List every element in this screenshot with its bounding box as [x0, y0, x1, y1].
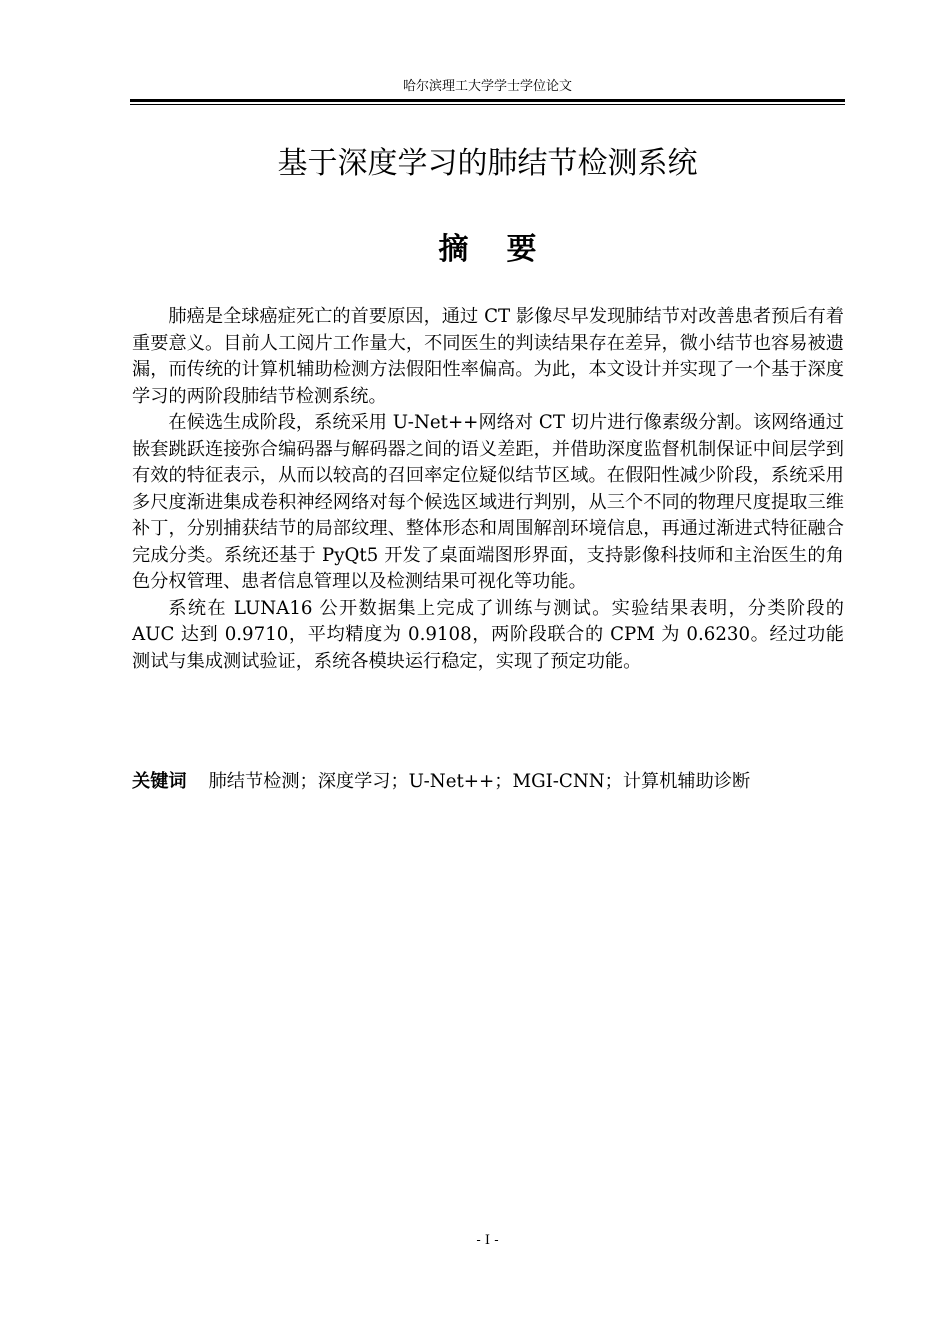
thesis-title: 基于深度学习的肺结节检测系统 — [277, 146, 698, 181]
keywords-label: 关键词 — [132, 771, 187, 792]
keywords-line — [132, 768, 852, 796]
abstract-paragraph-3: 系统在 LUNA16 公开数据集上完成了训练与测试。实验结果表明，分类阶段的 AUC 达到 0.9710，平均精度为 0.9108，两阶段联合的 CPM 为 0.6230。经过功能测试与集成测试验证，系统各模块运行稳定，实现了预定功能。 — [132, 597, 844, 672]
running-header: 哈尔滨理工大学学士学位论文 — [402, 79, 572, 94]
abstract-heading: 摘要 — [438, 232, 575, 267]
abstract-paragraph-2: 在候选生成阶段，系统采用 U-Net++网络对 CT 切片进行像素级分割。该网络通过嵌套跳跃连接弥合编码器与解码器之间的语义差距，并借助深度监督机制保证中间层学到有效的特征表示，从而以较高的召回率定位疑似结节区域。在假阳性减少阶段，系统采用多尺度渐进集成卷积神经网络对每个候选区域进行判别，从三个不同的物理尺度提取三维补丁，分别捕获结节的局部纹理、整体形态和周围解剖环境信息，再通过渐进式特征融合完成分类。系统还基于 PyQt5 开发了桌面端图形界面，支持影像科技师和主治医生的角色分权管理、患者信息管理以及检测结果可视化等功能。 — [132, 412, 844, 592]
page-number: - I - — [476, 1233, 499, 1248]
keywords-list: 肺结节检测；深度学习；U-Net++；MGI-CNN；计算机辅助诊断 — [208, 771, 751, 792]
abstract-paragraph-1: 肺癌是全球癌症死亡的首要原因，通过 CT 影像尽早发现肺结节对改善患者预后有着重要意义。目前人工阅片工作量大，不同医生的判读结果存在差异，微小结节也容易被遗漏，而传统的计算机辅助检测方法假阳性率偏高。为此，本文设计并实现了一个基于深度学习的两阶段肺结节检测系统。 — [132, 306, 844, 407]
header-rule-thick — [130, 99, 845, 102]
abstract-body — [132, 304, 844, 675]
header-rule-thin — [130, 104, 845, 105]
